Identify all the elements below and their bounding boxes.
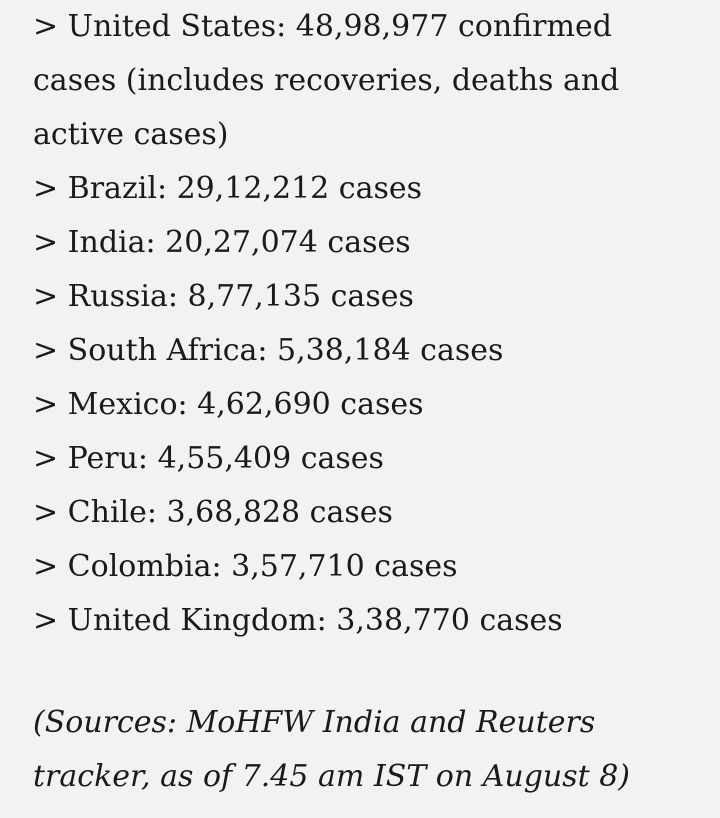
article-body (33, 0, 693, 804)
list-item-chile: > Chile: 3,68,828 cases (33, 495, 393, 530)
list-item-united-states: > United States: 48,98,977 confirmed cases (includes recoveries, deaths and active cases) (33, 9, 620, 152)
list-item-peru: > Peru: 4,55,409 cases (33, 441, 384, 476)
list-item-mexico: > Mexico: 4,62,690 cases (33, 387, 424, 422)
paragraph-spacer (33, 648, 693, 696)
list-item-colombia: > Colombia: 3,57,710 cases (33, 549, 458, 584)
list-item-brazil: > Brazil: 29,12,212 cases (33, 171, 423, 206)
list-item-united-kingdom: > United Kingdom: 3,38,770 cases (33, 603, 563, 638)
source-note: (Sources: MoHFW India and Reuters tracker, as of 7.45 am IST on August 8) (33, 705, 631, 794)
list-item-russia: > Russia: 8,77,135 cases (33, 279, 414, 314)
list-item-india: > India: 20,27,074 cases (33, 225, 411, 260)
list-item-south-africa: > South Africa: 5,38,184 cases (33, 333, 504, 368)
